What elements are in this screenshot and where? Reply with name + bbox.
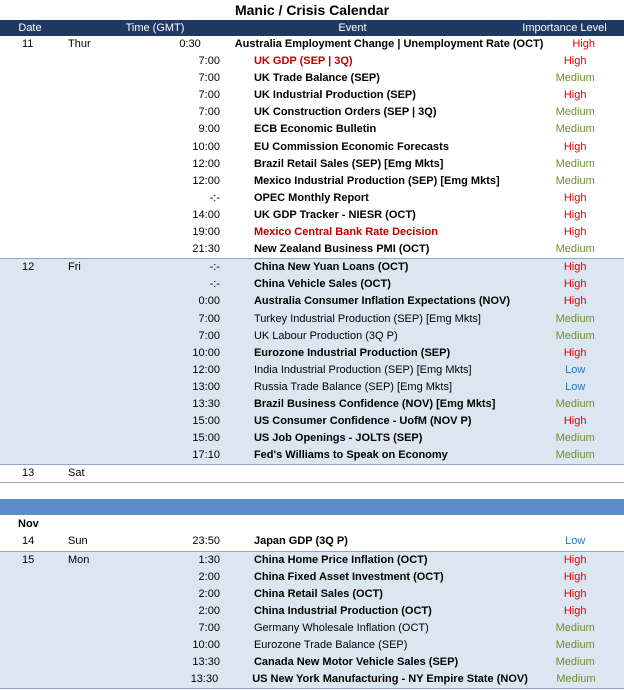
date-cell (0, 671, 60, 688)
date-cell (0, 396, 60, 413)
calendar-section-2 (0, 533, 624, 689)
importance-cell: High (563, 55, 587, 68)
time-cell: 7:00 (198, 312, 220, 325)
date-cell (0, 121, 60, 138)
event-cell: UK Trade Balance (SEP) (253, 72, 380, 85)
day-cell (60, 207, 110, 224)
day-cell (60, 379, 110, 396)
event-cell: New Zealand Business PMI (OCT) (253, 243, 430, 256)
table-row (0, 53, 624, 70)
date-cell (0, 637, 60, 654)
time-cell: 13:30 (192, 397, 220, 410)
table-row (0, 533, 624, 550)
date-cell (0, 139, 60, 156)
table-row (0, 586, 624, 603)
day-cell: Sun (68, 535, 88, 548)
day-cell (60, 190, 110, 207)
event-cell: China New Yuan Loans (OCT) (253, 261, 409, 274)
date-cell (0, 104, 60, 121)
date-cell (0, 276, 60, 293)
importance-cell: Low (565, 363, 586, 376)
time-cell: -:- (209, 278, 220, 291)
importance-cell: Medium (555, 312, 595, 325)
day-cell (60, 241, 110, 258)
date-cell (0, 156, 60, 173)
day-cell (60, 224, 110, 241)
day-cell (60, 586, 110, 603)
event-cell: UK Industrial Production (SEP) (253, 89, 416, 102)
table-row (0, 637, 624, 654)
table-row (0, 121, 624, 138)
importance-cell: Medium (555, 157, 595, 170)
time-cell: 2:00 (198, 604, 220, 617)
date-cell (0, 413, 60, 430)
importance-cell: High (563, 570, 587, 583)
table-row (0, 671, 624, 688)
day-cell (60, 311, 110, 328)
day-cell (60, 603, 110, 620)
time-cell: 14:00 (192, 208, 220, 221)
time-cell: 21:30 (192, 243, 220, 256)
importance-cell: High (563, 261, 587, 274)
importance-cell: Medium (555, 243, 595, 256)
date-cell (0, 87, 60, 104)
importance-cell: High (563, 140, 587, 153)
date-cell (0, 53, 60, 70)
day-cell (60, 139, 110, 156)
day-cell (60, 569, 110, 586)
day-cell: Mon (68, 553, 90, 566)
time-cell: 13:00 (192, 380, 220, 393)
event-cell: Australia Employment Change | Unemployment Rate (OCT) (234, 38, 544, 50)
event-cell: UK Construction Orders (SEP | 3Q) (253, 106, 437, 119)
importance-cell: Medium (555, 174, 595, 187)
event-cell (236, 465, 526, 482)
time-cell: -:- (209, 261, 220, 274)
event-cell: Eurozone Industrial Production (SEP) (253, 346, 451, 359)
date-cell (0, 70, 60, 87)
table-header (0, 20, 624, 36)
importance-cell: Medium (555, 621, 595, 634)
day-cell (60, 362, 110, 379)
event-cell: Brazil Retail Sales (SEP) [Emg Mkts] (253, 157, 444, 170)
time-cell: 12:00 (192, 157, 220, 170)
time-cell: 1:30 (198, 553, 220, 566)
time-cell: 7:00 (198, 72, 220, 85)
table-row (0, 36, 624, 53)
time-cell (110, 465, 236, 482)
date-cell: 13 (22, 467, 35, 480)
time-cell: 10:00 (192, 639, 220, 651)
importance-cell: High (563, 208, 587, 221)
day-cell (60, 620, 110, 637)
date-cell (0, 620, 60, 637)
time-cell: 19:00 (192, 226, 220, 239)
event-cell: ECB Economic Bulletin (253, 123, 377, 136)
importance-cell: Medium (555, 123, 595, 136)
calendar-section-1 (0, 36, 624, 483)
importance-cell: Medium (555, 72, 595, 85)
event-cell: China Vehicle Sales (OCT) (253, 278, 391, 291)
table-row (0, 190, 624, 207)
event-cell: Fed's Williams to Speak on Economy (253, 449, 448, 462)
table-row (0, 259, 624, 276)
table-row (0, 603, 624, 620)
header-date: Date (18, 22, 42, 34)
table-row (0, 396, 624, 413)
table-row (0, 345, 624, 362)
event-cell: Russia Trade Balance (SEP) [Emg Mkts] (253, 380, 453, 393)
date-cell (0, 293, 60, 310)
header-importance: Importance Level (522, 22, 607, 34)
time-cell: 15:00 (192, 432, 220, 445)
date-cell (0, 241, 60, 258)
time-cell: 2:00 (198, 587, 220, 600)
day-cell (60, 173, 110, 190)
day-cell (60, 121, 110, 138)
importance-cell: Medium (555, 432, 595, 445)
importance-cell: High (563, 89, 587, 102)
time-cell: 12:00 (192, 174, 220, 187)
event-cell: Turkey Industrial Production (SEP) [Emg Mkts] (253, 312, 481, 325)
table-row (0, 276, 624, 293)
time-cell: 2:00 (198, 570, 220, 583)
table-row (0, 241, 624, 258)
table-row (0, 311, 624, 328)
importance-cell: Medium (555, 639, 595, 651)
importance-cell: Medium (555, 449, 595, 462)
time-cell: 10:00 (192, 140, 220, 153)
time-cell: 10:00 (192, 346, 220, 359)
event-cell: EU Commission Economic Forecasts (253, 140, 449, 153)
table-row (0, 362, 624, 379)
date-cell (0, 328, 60, 345)
day-cell: Fri (68, 261, 81, 274)
event-cell: Japan GDP (3Q P) (253, 535, 348, 548)
table-row (0, 654, 624, 671)
day-block (0, 36, 624, 259)
event-cell: OPEC Monthly Report (253, 191, 369, 204)
table-row (0, 413, 624, 430)
date-cell (0, 311, 60, 328)
day-cell (60, 293, 110, 310)
day-cell (60, 671, 110, 688)
day-cell (60, 396, 110, 413)
importance-cell: High (563, 553, 587, 566)
event-cell: Mexico Industrial Production (SEP) [Emg Mkts] (253, 174, 500, 187)
importance-cell: High (563, 295, 587, 308)
time-cell: 17:10 (192, 449, 220, 462)
table-row (0, 430, 624, 447)
event-cell: US Consumer Confidence - UofM (NOV P) (253, 415, 472, 428)
importance-cell: Low (565, 380, 586, 393)
time-cell: 0:30 (179, 38, 201, 50)
day-block (0, 465, 624, 483)
event-cell: India Industrial Production (SEP) [Emg Mkts] (253, 363, 472, 376)
table-row (0, 447, 624, 464)
time-cell: 0:00 (198, 295, 220, 308)
day-cell (60, 53, 110, 70)
table-row (0, 173, 624, 190)
date-cell (0, 569, 60, 586)
date-cell (0, 586, 60, 603)
day-cell: Thur (68, 38, 91, 50)
day-cell (60, 654, 110, 671)
table-row (0, 104, 624, 121)
table-row (0, 87, 624, 104)
time-cell: 13:30 (190, 673, 219, 686)
calendar-title: Manic / Crisis Calendar (234, 2, 390, 18)
event-cell: Brazil Business Confidence (NOV) [Emg Mkts] (253, 397, 496, 410)
date-cell (0, 207, 60, 224)
date-cell (0, 224, 60, 241)
time-cell: 7:00 (198, 106, 220, 119)
date-cell (0, 654, 60, 671)
importance-cell: Medium (555, 329, 595, 342)
date-cell: 15 (22, 553, 35, 566)
table-row (0, 156, 624, 173)
importance-cell: Medium (555, 397, 595, 410)
time-cell: -:- (209, 191, 220, 204)
table-row (0, 379, 624, 396)
table-row (0, 328, 624, 345)
event-cell: Germany Wholesale Inflation (OCT) (253, 621, 429, 634)
importance-cell: High (563, 604, 587, 617)
event-cell: UK Labour Production (3Q P) (253, 329, 398, 342)
importance-cell: Medium (555, 106, 595, 119)
importance-cell: Medium (555, 656, 595, 669)
time-cell: 13:30 (192, 656, 220, 669)
day-cell (60, 276, 110, 293)
date-cell (0, 603, 60, 620)
day-cell (60, 345, 110, 362)
day-cell (60, 104, 110, 121)
importance-cell: High (563, 278, 587, 291)
header-event: Event (338, 22, 367, 34)
importance-cell: High (563, 226, 587, 239)
importance-cell: High (563, 587, 587, 600)
date-cell: 12 (22, 261, 35, 274)
date-cell (0, 173, 60, 190)
time-cell: 7:00 (198, 89, 220, 102)
date-cell (0, 362, 60, 379)
event-cell: US New York Manufacturing - NY Empire State (NOV) (252, 673, 528, 686)
event-cell: China Home Price Inflation (OCT) (253, 553, 428, 566)
date-cell (0, 447, 60, 464)
date-cell: 14 (22, 535, 35, 548)
event-cell: Canada New Motor Vehicle Sales (SEP) (253, 656, 459, 669)
importance-cell: High (563, 346, 587, 359)
importance-cell: High (572, 38, 596, 50)
table-row (0, 224, 624, 241)
month-divider-bar (0, 499, 624, 515)
day-cell (60, 328, 110, 345)
table-row (0, 293, 624, 310)
day-block (0, 533, 624, 551)
event-cell: China Retail Sales (OCT) (253, 587, 383, 600)
header-time: Time (GMT) (125, 22, 185, 34)
importance-cell (526, 465, 624, 482)
time-cell: 9:00 (198, 123, 220, 136)
date-cell: 11 (22, 38, 34, 50)
time-cell: 7:00 (198, 55, 220, 68)
importance-cell: High (563, 415, 587, 428)
table-row (0, 139, 624, 156)
day-cell: Sat (68, 467, 85, 480)
event-cell: China Fixed Asset Investment (OCT) (253, 570, 444, 583)
table-row (0, 465, 624, 482)
table-row (0, 207, 624, 224)
day-cell (60, 447, 110, 464)
time-cell: 23:50 (192, 535, 220, 548)
section-spacer (0, 483, 624, 499)
table-row (0, 569, 624, 586)
day-cell (60, 156, 110, 173)
day-block (0, 259, 624, 465)
time-cell: 15:00 (192, 415, 220, 428)
day-cell (60, 87, 110, 104)
day-cell (60, 70, 110, 87)
importance-cell: Low (565, 535, 586, 548)
event-cell: Mexico Central Bank Rate Decision (253, 226, 438, 239)
table-row (0, 552, 624, 569)
date-cell (0, 430, 60, 447)
event-cell: Australia Consumer Inflation Expectations (NOV) (253, 295, 511, 308)
event-cell: US Job Openings - JOLTS (SEP) (253, 432, 423, 445)
event-cell: UK GDP Tracker - NIESR (OCT) (253, 208, 416, 221)
time-cell: 12:00 (192, 363, 220, 376)
day-cell (60, 413, 110, 430)
date-cell (0, 345, 60, 362)
event-cell: Eurozone Trade Balance (SEP) (253, 639, 408, 651)
day-cell (60, 430, 110, 447)
date-cell (0, 379, 60, 396)
event-cell: UK GDP (SEP | 3Q) (253, 55, 353, 68)
table-row (0, 70, 624, 87)
event-cell: China Industrial Production (OCT) (253, 604, 432, 617)
time-cell: 7:00 (198, 329, 220, 342)
table-row (0, 620, 624, 637)
month-label: Nov (18, 518, 39, 531)
day-block (0, 552, 624, 690)
importance-cell: Medium (556, 673, 596, 686)
date-cell (0, 190, 60, 207)
time-cell: 7:00 (198, 621, 220, 634)
importance-cell: High (563, 191, 587, 204)
day-cell (60, 637, 110, 654)
